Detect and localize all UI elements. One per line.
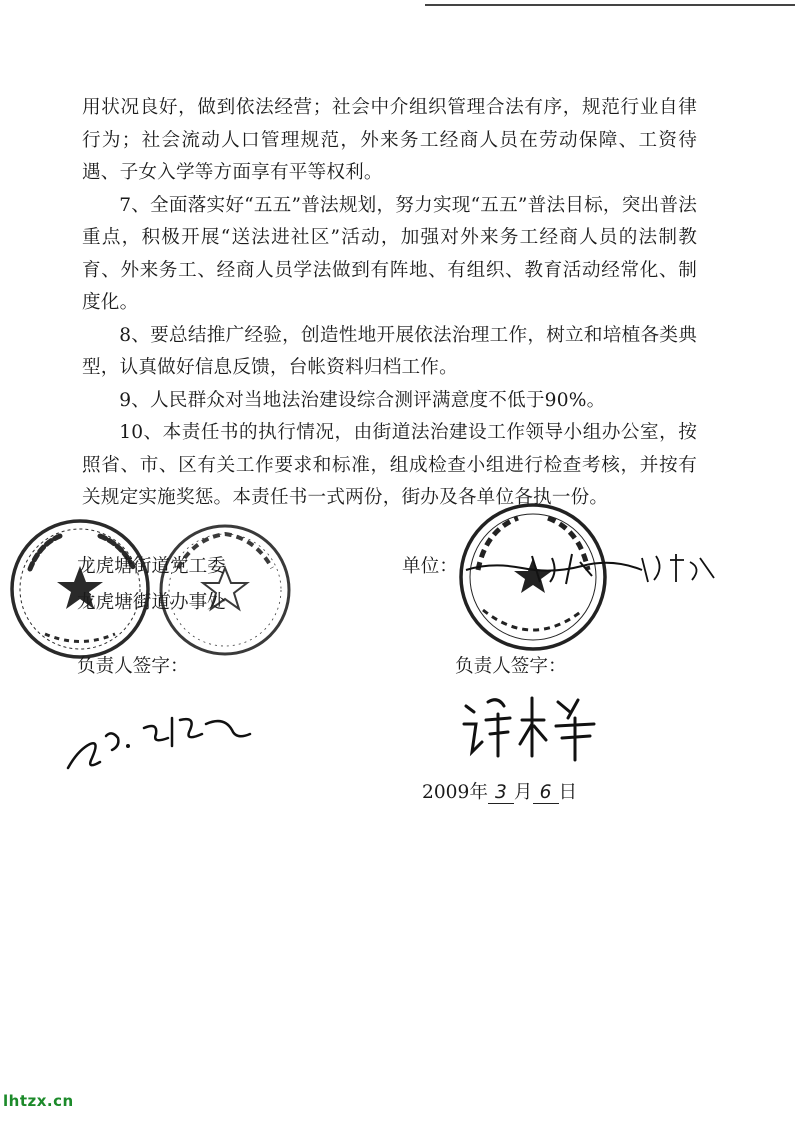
left-handwritten-signature bbox=[60, 700, 260, 780]
paragraph-continued: 用状况良好，做到依法经营；社会中介组织管理合法有序，规范行业自律行为；社会流动人口管理规范，外来务工经商人员在劳动保障、工资待遇、子女入学等方面享有平等权利。 bbox=[82, 97, 697, 183]
date-month: 3 bbox=[488, 782, 514, 804]
date-year: 2009年 bbox=[422, 782, 488, 803]
site-watermark: lhtzx.cn bbox=[3, 1092, 74, 1110]
paragraph-10: 10、本责任书的执行情况，由街道法治建设工作领导小组办公室，按照省、市、区有关工作要求和标准，组成检查小组进行检查考核，并按有关规定实施奖惩。本责任书一式两份，街办及各单位各执一份。 bbox=[82, 422, 697, 508]
right-handwritten-signature bbox=[460, 690, 610, 765]
date-month-suffix: 月 bbox=[513, 782, 533, 803]
document-body bbox=[82, 92, 697, 515]
paragraph-8: 8、要总结推广经验，创造性地开展依法治理工作，树立和培植各类典型，认真做好信息反馈，台帐资料归档工作。 bbox=[82, 324, 697, 378]
unit-label: 单位： bbox=[402, 556, 458, 577]
date-day: 6 bbox=[533, 782, 559, 804]
paragraph-7: 7、全面落实好“五五”普法规划，努力实现“五五”普法目标，突出普法重点，积极开展“送法进社区”活动，加强对外来务工经商人员的法制教育、外来务工、经商人员学法做到有阵地、有组织、教育活动经常化、制度化。 bbox=[82, 194, 697, 313]
paragraph-9: 9、人民群众对当地法治建设综合测评满意度不低于90%。 bbox=[119, 389, 606, 411]
top-rule bbox=[425, 4, 795, 6]
right-signature-label: 负责人签字： bbox=[455, 656, 567, 677]
left-org-sub-district-office: 龙虎塘街道办事处 bbox=[77, 592, 226, 613]
date-day-suffix: 日 bbox=[558, 782, 578, 803]
left-org-party-committee: 龙虎塘街道党工委 bbox=[77, 556, 226, 577]
handwritten-unit-name bbox=[462, 548, 722, 588]
left-signature-label: 负责人签字： bbox=[77, 656, 189, 677]
date-line bbox=[422, 778, 577, 804]
